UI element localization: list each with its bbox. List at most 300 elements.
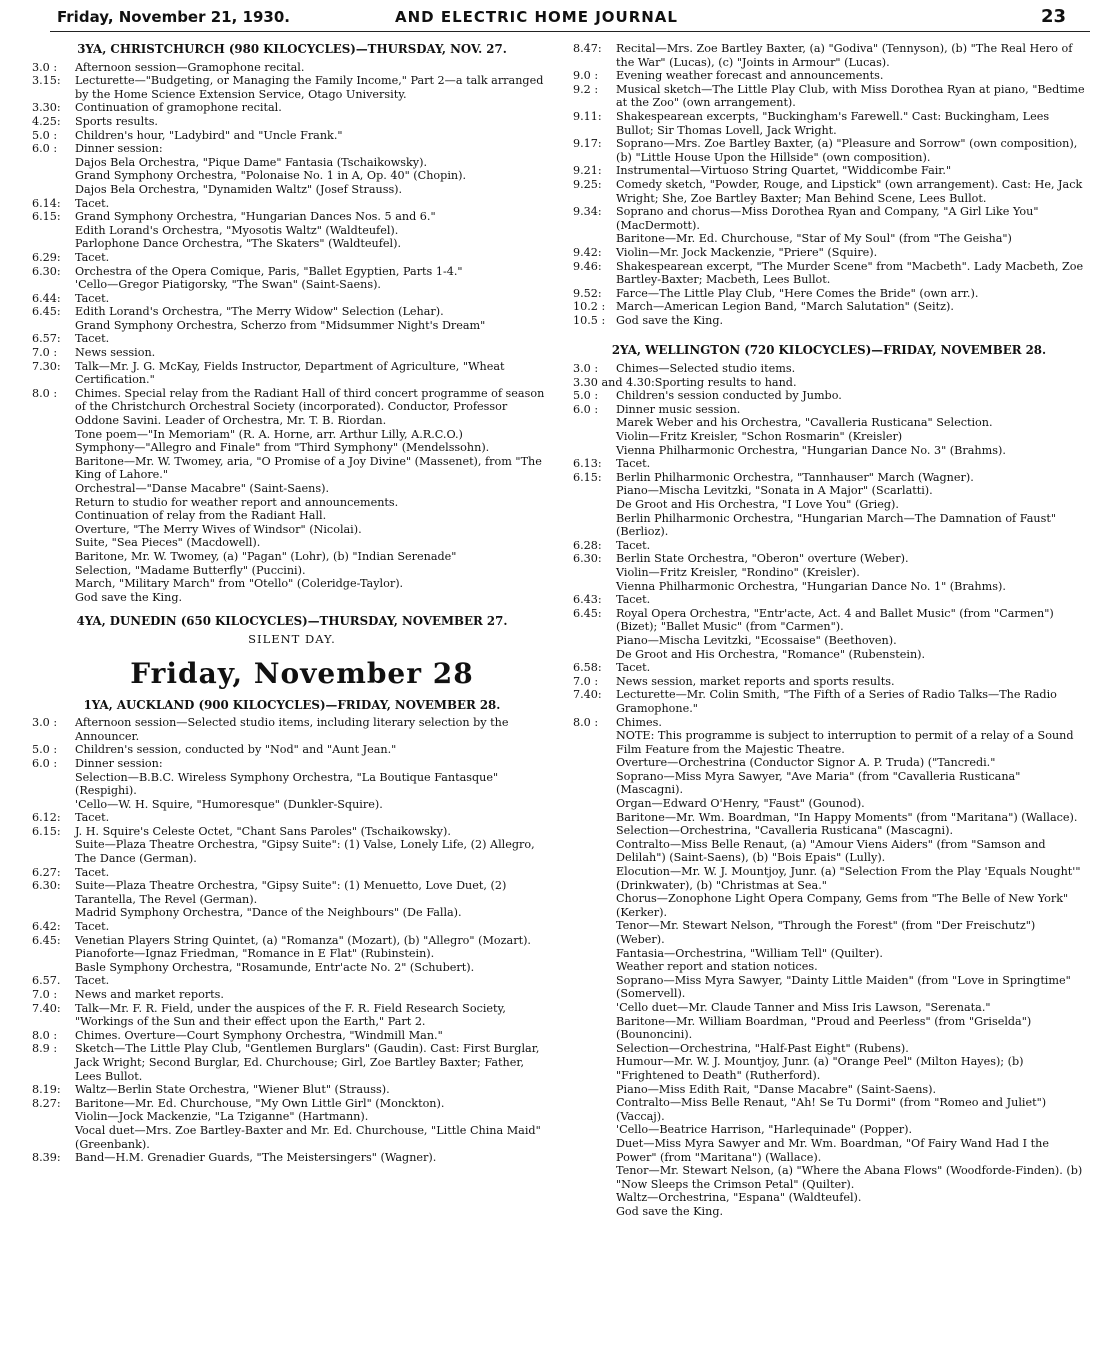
program-entry (32, 757, 552, 771)
program-entry (573, 634, 1085, 648)
entry-text: Sporting results to hand. (654, 375, 797, 389)
program-entry (573, 675, 1085, 689)
entry-time: 3.30: (32, 101, 61, 115)
entry-text: Tacet. (75, 811, 110, 825)
entry-text: Pianoforte—Ignaz Friedman, "Romance in E Flat" (Rubinstein). (75, 947, 435, 961)
entry-time: 6.57. (32, 974, 61, 988)
entry-time (32, 536, 75, 550)
entry-text: Dinner music session. (616, 402, 741, 416)
program-entry (32, 947, 552, 961)
entry-text: Contralto—Miss Belle Renaut, (a) "Amour Viens Aiders" (from "Samson and Delilah") (Saint-Saens), (b) "Bois Epais" (Lully). (616, 837, 1046, 865)
program-entry (573, 824, 1085, 838)
entry-text: Organ—Edward O'Henry, "Faust" (Gounod). (616, 797, 865, 811)
entry-time (32, 591, 75, 605)
entry-time (32, 278, 75, 292)
entry-time (32, 237, 75, 251)
entry-time (573, 484, 616, 498)
program-entry (32, 482, 552, 496)
entry-time: 7.0 : (573, 674, 599, 688)
entry-text: Comedy sketch, "Powder, Rouge, and Lipstick" (own arrangement). Cast: He, Jack Wright; She, Zoe Bartley Baxter; Man Behind Scene, Lees Bullot. (616, 177, 1083, 205)
entry-text: Parlophone Dance Orchestra, "The Skaters" (Waldteufel). (75, 237, 401, 251)
entry-time: 7.0 : (32, 346, 58, 360)
entry-text: Evening weather forecast and announcements. (616, 69, 884, 83)
program-entry (32, 838, 552, 865)
program-entry (573, 416, 1085, 430)
entry-text: Vienna Philharmonic Orchestra, "Hungarian Dance No. 1" (Brahms). (616, 579, 1006, 593)
program-entry (32, 1002, 552, 1029)
entry-text: Lecturette—Mr. Colin Smith, "The Fifth of a Series of Radio Talks—The Radio Gramophone." (616, 688, 1057, 715)
entry-time (32, 838, 75, 865)
program-entry (573, 552, 1085, 566)
entry-text: Grand Symphony Orchestra, Scherzo from "Midsummer Night's Dream" (75, 318, 486, 332)
schedule-auckland (32, 716, 552, 1165)
program-entry (32, 866, 552, 880)
entry-time: 6.15: (32, 210, 61, 224)
program-entry (32, 129, 552, 143)
program-entry (573, 300, 1085, 314)
entry-text: Violin—Fritz Kreisler, "Schon Rosmarin" (Kreisler) (616, 430, 903, 444)
entry-time: 9.46: (573, 259, 602, 273)
entry-time: 6.58: (573, 661, 602, 675)
program-entry (32, 1042, 552, 1083)
program-entry (32, 428, 552, 442)
entry-time: 7.40: (573, 688, 602, 702)
entry-text: Baritone—Mr. Ed. Churchouse, "Star of My Soul" (from "The Geisha") (616, 232, 1012, 246)
entry-text: Tenor—Mr. Stewart Nelson, (a) "Where the Abana Flows" (Woodforde-Finden). (b) "Now Sleeps the Crimson Petal" (Quilter). (616, 1164, 1083, 1191)
entry-text: Tacet. (75, 920, 110, 934)
entry-text: Continuation of relay from the Radiant Hall. (75, 509, 327, 523)
day-heading: Friday, November 28 (130, 656, 474, 690)
entry-text: Suite—Plaza Theatre Orchestra, "Gipsy Suite": (1) Menuetto, Love Duet, (2) Tarantella, The Revel (German). (75, 879, 507, 906)
entry-time (32, 482, 75, 496)
program-entry (573, 648, 1085, 662)
page-header (0, 4, 1114, 30)
entry-text: Soprano—Mrs. Zoe Bartley Baxter, (a) "Pleasure and Sorrow" (own composition), (b) "Little House Upon the Hillside" (own composition). (616, 137, 1078, 164)
entry-time (573, 811, 616, 825)
entry-time: 6.30: (32, 879, 61, 893)
program-entry (32, 536, 552, 550)
entry-text: Grand Symphony Orchestra, "Polonaise No. 1 in A, Op. 40" (Chopin). (75, 169, 467, 183)
program-entry (573, 246, 1085, 260)
entry-text: Waltz—Berlin State Orchestra, "Wiener Blut" (Strauss). (75, 1083, 390, 1097)
program-entry (32, 1124, 552, 1151)
program-entry (32, 292, 552, 306)
program-entry (573, 974, 1085, 1001)
program-entry (32, 879, 552, 906)
program-entry (573, 1191, 1085, 1205)
program-entry (32, 224, 552, 238)
page-number: 23 (1040, 6, 1066, 27)
entry-time (573, 947, 616, 961)
entry-time: 8.0 : (573, 715, 599, 729)
program-entry (32, 115, 552, 129)
entry-time (32, 961, 75, 975)
program-entry (573, 1164, 1085, 1191)
entry-text: Afternoon session—Gramophone recital. (75, 60, 305, 74)
entry-time (32, 441, 75, 455)
program-entry (573, 1001, 1085, 1015)
program-entry (573, 566, 1085, 580)
entry-text: Edith Lorand's Orchestra, "The Merry Widow" Selection (Lehar). (75, 305, 444, 319)
entry-text: Vienna Philharmonic Orchestra, "Hungarian Dance No. 3" (Brahms). (616, 443, 1006, 457)
program-entry (573, 232, 1085, 246)
program-entry (32, 332, 552, 346)
schedule-christchurch (32, 61, 552, 605)
program-entry (32, 455, 552, 482)
entry-time: 3.30 and 4.30: (573, 375, 655, 389)
program-entry (32, 906, 552, 920)
entry-time: 6.43: (573, 593, 602, 607)
entry-time (32, 550, 75, 564)
entry-text: Chimes. Special relay from the Radiant Hall of third concert programme of season of the Christchurch Orchestral Society (incorporated). Conductor, Professor Oddone Savini. Leader of Orchestra, Mr. T. B. Riordan. (75, 386, 545, 428)
entry-text: Tacet. (75, 865, 110, 879)
program-entry (573, 865, 1085, 892)
entry-time (573, 892, 616, 919)
entry-text: Violin—Fritz Kreisler, "Rondino" (Kreisler). (616, 565, 860, 579)
program-entry (573, 164, 1085, 178)
entry-time (32, 156, 75, 170)
entry-time (32, 906, 75, 920)
program-entry (32, 210, 552, 224)
program-entry (573, 688, 1085, 715)
entry-time (573, 974, 616, 1001)
entry-time (573, 824, 616, 838)
entry-time (573, 566, 616, 580)
entry-time: 9.42: (573, 245, 602, 259)
entry-time: 6.45: (573, 606, 602, 620)
entry-text: Marek Weber and his Orchestra, "Cavalleria Rusticana" Selection. (616, 416, 993, 430)
program-entry (32, 441, 552, 455)
program-entry (573, 205, 1085, 232)
program-entry (32, 237, 552, 251)
program-entry (32, 74, 552, 101)
program-entry (32, 523, 552, 537)
entry-text: Tacet. (75, 974, 110, 988)
entry-text: Baritone—Mr. Ed. Churchouse, "My Own Little Girl" (Monckton). (75, 1096, 445, 1110)
program-entry (573, 838, 1085, 865)
entry-time (573, 1164, 616, 1191)
entry-time: 5.0 : (573, 389, 599, 403)
entry-time: 6.28: (573, 538, 602, 552)
spacer (32, 604, 552, 614)
entry-text: Selection—Orchestrina, "Cavalleria Rusticana" (Mascagni). (616, 824, 953, 838)
entry-text: Chimes—Selected studio items. (616, 362, 796, 376)
program-entry (573, 661, 1085, 675)
program-entry (32, 988, 552, 1002)
entry-time: 6.44: (32, 291, 61, 305)
program-entry (32, 811, 552, 825)
entry-text: Sketch—The Little Play Club, "Gentlemen Burglars" (Gaudin). Cast: First Burglar, Jack Wright; Second Burglar, Ed. Churchouse; Girl, Zoe Bartley Baxter; Father, Lees Bullot. (75, 1042, 540, 1083)
entry-time (32, 496, 75, 510)
entry-text: Tacet. (616, 593, 651, 607)
program-entry (32, 265, 552, 279)
entry-text: Overture—Orchestrina (Conductor Signor A. P. Truda) ("Tancredi." (616, 756, 996, 770)
entry-text: Tenor—Mr. Stewart Nelson, "Through the Forest" (from "Der Freischutz") (Weber). (616, 919, 1036, 946)
program-entry (573, 1015, 1085, 1042)
entry-time: 8.39: (32, 1151, 61, 1165)
program-entry (573, 593, 1085, 607)
program-entry (573, 797, 1085, 811)
entry-time: 9.34: (573, 205, 602, 219)
program-entry (573, 607, 1085, 634)
program-entry (573, 947, 1085, 961)
program-entry (573, 1205, 1085, 1219)
program-entry (32, 934, 552, 948)
entry-time (32, 509, 75, 523)
entry-time (573, 960, 616, 974)
entry-time (573, 232, 616, 246)
program-entry (573, 1123, 1085, 1137)
program-entry (32, 319, 552, 333)
entry-text: News and market reports. (75, 988, 224, 1001)
entry-text: Humour—Mr. W. J. Mountjoy, Junr. (a) "Orange Peel" (Milton Hayes); (b) "Frightened to Death" (Rutherford). (616, 1055, 1024, 1082)
program-entry (573, 376, 1085, 390)
spacer (573, 327, 1085, 343)
entry-text: Tacet. (616, 457, 651, 471)
program-entry (32, 1029, 552, 1043)
entry-text: De Groot and His Orchestra, "I Love You" (Grieg). (616, 498, 899, 511)
section-title-dunedin: 4YA, DUNEDIN (650 KILOCYCLES)—THURSDAY, NOVEMBER 27. (76, 614, 508, 629)
entry-text: Fantasia—Orchestrina, "William Tell" (Quilter). (616, 946, 883, 960)
entry-time (32, 1124, 75, 1151)
entry-text: Tone poem—"In Memoriam" (R. A. Horne, arr. Arthur Lilly, A.R.C.O.) (75, 427, 463, 441)
entry-time: 8.9 : (32, 1042, 58, 1056)
entry-text: God save the King. (75, 590, 183, 604)
entry-text: Elocution—Mr. W. J. Mountjoy, Junr. (a) "Selection From the Play 'Equals Nought'" (Drinkwater), (b) "Christmas at Sea." (616, 865, 1081, 892)
section-title-auckland: 1YA, AUCKLAND (900 KILOCYCLES)—FRIDAY, NOVEMBER 28. (83, 697, 501, 712)
entry-time: 6.57: (32, 332, 61, 346)
entry-text: Piano—Miss Edith Rait, "Danse Macabre" (Saint-Saens). (616, 1082, 937, 1096)
program-entry (32, 142, 552, 156)
entry-text: Piano—Mischa Levitzki, "Ecossaise" (Beethoven). (616, 633, 897, 647)
program-entry (32, 1097, 552, 1111)
entry-time: 3.0 : (573, 362, 599, 376)
program-entry (573, 1055, 1085, 1082)
entry-time: 10.2 : (573, 300, 606, 314)
entry-time: 8.0 : (32, 1028, 58, 1042)
entry-text: J. H. Squire's Celeste Octet, "Chant Sans Paroles" (Tschaikowsky). (75, 824, 451, 838)
entry-text: Venetian Players String Quintet, (a) "Romanza" (Mozart), (b) "Allegro" (Mozart). (75, 933, 531, 947)
entry-text: Dajos Bela Orchestra, "Pique Dame" Fantasia (Tschaikowsky). (75, 155, 428, 169)
entry-text: Orchestra of the Opera Comique, Paris, "Ballet Egyptien, Parts 1-4." (75, 264, 463, 278)
entry-text: Recital—Mrs. Zoe Bartley Baxter, (a) "Godiva" (Tennyson), (b) "The Real Hero of the War" (Lucas), (c) "Joints in Armour" (Lucas). (616, 42, 1073, 69)
entry-text: 'Cello—Gregor Piatigorsky, "The Swan" (Saint-Saens). (75, 278, 381, 292)
program-entry (573, 178, 1085, 205)
program-entry (573, 756, 1085, 770)
entry-text: Soprano and chorus—Miss Dorothea Ryan and Company, "A Girl Like You" (MacDermott). (616, 205, 1039, 232)
entry-time: 8.0 : (32, 386, 58, 400)
entry-time: 7.30: (32, 359, 61, 373)
entry-time: 6.0 : (573, 402, 599, 416)
entry-text: Tacet. (75, 250, 110, 264)
entry-text: Chorus—Zonophone Light Opera Company, Gems from "The Belle of New York" (Kerker). (616, 892, 1069, 919)
program-entry (573, 69, 1085, 83)
entry-time: 8.19: (32, 1083, 61, 1097)
entry-text: Berlin Philharmonic Orchestra, "Hungarian March—The Damnation of Faust" (Berlioz). (616, 511, 1057, 539)
entry-time: 9.25: (573, 177, 602, 191)
entry-text: Chimes. Overture—Court Symphony Orchestra, "Windmill Man." (75, 1028, 443, 1042)
program-entry (32, 1151, 552, 1165)
entry-time (573, 919, 616, 946)
entry-time (573, 838, 616, 865)
silent-day-note: SILENT DAY. (248, 631, 336, 646)
entry-text: News session, market reports and sports results. (616, 674, 895, 688)
entry-text: Basle Symphony Orchestra, "Rosamunde, Entr'acte No. 2" (Schubert). (75, 960, 475, 974)
program-entry (573, 42, 1085, 69)
entry-text: Madrid Symphony Orchestra, "Dance of the Neighbours" (De Falla). (75, 906, 462, 920)
schedule-auckland-continued (573, 42, 1085, 327)
program-entry (32, 387, 552, 428)
entry-time: 9.0 : (573, 69, 599, 83)
entry-text: Afternoon session—Selected studio items, including literary selection by the Announcer. (75, 716, 509, 743)
program-entry (32, 101, 552, 115)
entry-time (573, 648, 616, 662)
program-entry (573, 314, 1085, 328)
program-entry (32, 496, 552, 510)
entry-text: God save the King. (616, 1204, 724, 1218)
left-column (32, 42, 552, 1165)
header-journal-title: AND ELECTRIC HOME JOURNAL (395, 8, 678, 26)
program-entry (573, 716, 1085, 730)
entry-time (32, 183, 75, 197)
schedule-wellington (573, 362, 1085, 1218)
entry-time (573, 1055, 616, 1082)
program-entry (32, 156, 552, 170)
program-entry (573, 484, 1085, 498)
entry-text: Instrumental—Virtuoso String Quartet, "Widdicombe Fair." (616, 164, 952, 178)
program-entry (573, 960, 1085, 974)
entry-text: Selection—Orchestrina, "Half-Past Eight" (Rubens). (616, 1041, 909, 1055)
program-entry (32, 278, 552, 292)
program-entry (32, 509, 552, 523)
entry-time (573, 1123, 616, 1137)
program-entry (573, 1083, 1085, 1097)
entry-text: Children's session, conducted by "Nod" and "Aunt Jean." (75, 743, 397, 757)
program-entry (573, 539, 1085, 553)
entry-text: Sports results. (75, 114, 158, 128)
entry-time (573, 430, 616, 444)
program-entry (573, 1137, 1085, 1164)
entry-time (32, 771, 75, 798)
entry-time: 9.17: (573, 137, 602, 151)
program-entry (32, 169, 552, 183)
entry-time (573, 797, 616, 811)
program-entry (32, 251, 552, 265)
entry-time: 6.27: (32, 865, 61, 879)
entry-time: 6.30: (32, 264, 61, 278)
program-entry (32, 360, 552, 387)
entry-text: Baritone—Mr. Wm. Boardman, "In Happy Moments" (from "Maritana") (Wallace). (616, 810, 1078, 824)
entry-text: Selection, "Madame Butterfly" (Puccini). (75, 563, 306, 577)
entry-time (32, 428, 75, 442)
program-entry (32, 61, 552, 75)
entry-text: Baritone—Mr. W. Twomey, aria, "O Promise of a Joy Divine" (Massenet), from "The King of Lahore." (75, 454, 542, 482)
entry-text: Return to studio for weather report and announcements. (75, 495, 399, 509)
program-entry (32, 564, 552, 578)
entry-text: Dajos Bela Orchestra, "Dynamiden Waltz" (Josef Strauss). (75, 182, 403, 196)
entry-time: 6.29: (32, 250, 61, 264)
program-entry (573, 770, 1085, 797)
entry-text: Chimes. (616, 715, 662, 729)
entry-time (573, 444, 616, 458)
entry-time (573, 1015, 616, 1042)
program-entry (573, 389, 1085, 403)
entry-text: Dinner session: (75, 756, 163, 770)
entry-text: Violin—Mr. Jock Mackenzie, "Priere" (Squire). (616, 245, 878, 259)
entry-text: March—American Legion Band, "March Salutation" (Seitz). (616, 300, 954, 314)
entry-text: De Groot and His Orchestra, "Romance" (Rubenstein). (616, 647, 926, 661)
entry-time (32, 169, 75, 183)
entry-time (573, 580, 616, 594)
program-entry (32, 1110, 552, 1124)
entry-time: 6.0 : (32, 142, 58, 156)
entry-time: 6.15: (32, 824, 61, 838)
entry-text: Waltz—Orchestrina, "Espana" (Waldteufel). (616, 1191, 862, 1205)
entry-text: Tacet. (616, 538, 651, 552)
entry-text: News session. (75, 346, 156, 360)
entry-text: God save the King. (616, 313, 724, 327)
entry-time: 8.27: (32, 1096, 61, 1110)
program-entry (32, 743, 552, 757)
entry-text: Selection—B.B.C. Wireless Symphony Orchestra, "La Boutique Fantasque" (Respighi). (75, 770, 499, 798)
entry-time: 7.40: (32, 1001, 61, 1015)
program-entry (573, 919, 1085, 946)
entry-time: 8.47: (573, 42, 602, 55)
entry-time (32, 319, 75, 333)
entry-text: Musical sketch—The Little Play Club, with Miss Dorothea Ryan at piano, "Bedtime at the Zoo" (own arrangement). (616, 82, 1085, 110)
program-entry (573, 1042, 1085, 1056)
entry-time (573, 865, 616, 892)
entry-text: Band—H.M. Grenadier Guards, "The Meistersingers" (Wagner). (75, 1151, 437, 1165)
entry-time: 3.0 : (32, 716, 58, 730)
entry-time (573, 1042, 616, 1056)
entry-text: Soprano—Miss Myra Sawyer, "Ave Maria" (from "Cavalleria Rusticana" (Mascagni). (616, 769, 1021, 797)
entry-text: 'Cello—W. H. Squire, "Humoresque" (Dunkler-Squire). (75, 797, 383, 811)
program-entry (32, 771, 552, 798)
entry-text: Duet—Miss Myra Sawyer and Mr. Wm. Boardman, "Of Fairy Wand Had I the Power" (from "Maritana") (Wallace). (616, 1136, 1049, 1164)
program-entry (32, 550, 552, 564)
program-entry (573, 1096, 1085, 1123)
entry-time (573, 1137, 616, 1164)
entry-text: Symphony—"Allegro and Finale" from "Third Symphony" (Mendelssohn). (75, 441, 490, 455)
entry-time (573, 416, 616, 430)
program-entry (573, 811, 1085, 825)
entry-text: Lecturette—"Budgeting, or Managing the Family Income," Part 2—a talk arranged by the Home Science Extension Service, Otago University. (75, 74, 544, 101)
entry-time (32, 224, 75, 238)
program-entry (32, 798, 552, 812)
entry-time: 10.5 : (573, 313, 606, 327)
entry-time (32, 947, 75, 961)
entry-time (573, 1001, 616, 1015)
entry-time: 9.11: (573, 109, 602, 123)
program-entry (32, 183, 552, 197)
entry-text: Royal Opera Orchestra, "Entr'acte, Act. 4 and Ballet Music" (from "Carmen") (Bizet); "Ballet Music" (from "Carmen"). (616, 606, 1054, 634)
entry-time: 9.2 : (573, 82, 599, 96)
entry-time: 6.45: (32, 933, 61, 947)
right-column (573, 42, 1085, 1218)
entry-time (573, 498, 616, 512)
entry-time: 3.0 : (32, 60, 58, 74)
entry-text: Tacet. (616, 661, 651, 675)
entry-text: Tacet. (75, 291, 110, 305)
entry-time: 6.30: (573, 552, 602, 566)
program-entry (32, 591, 552, 605)
entry-time: 6.13: (573, 457, 602, 471)
program-entry (573, 260, 1085, 287)
program-entry (32, 305, 552, 319)
entry-text: Dinner session: (75, 142, 163, 156)
entry-time (573, 1191, 616, 1205)
